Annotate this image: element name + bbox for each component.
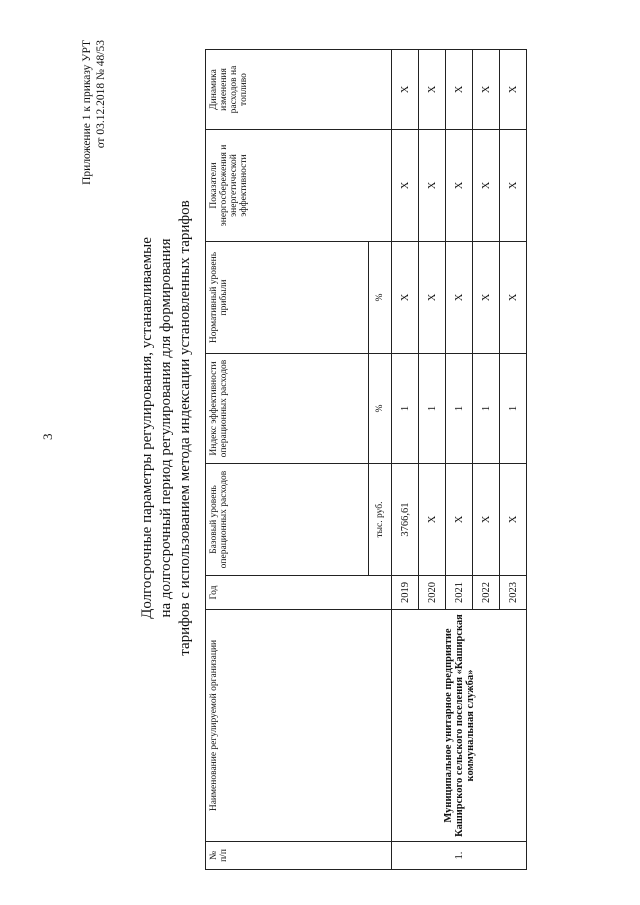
- cell-profit: Х: [473, 242, 500, 354]
- cell-fuel: Х: [392, 50, 419, 130]
- cell-base: Х: [500, 464, 527, 576]
- cell-index: 1: [446, 354, 473, 464]
- cell-year: 2019: [392, 576, 419, 610]
- cell-profit: Х: [419, 242, 446, 354]
- unit-base: тыс. руб.: [368, 464, 392, 576]
- cell-year: 2022: [473, 576, 500, 610]
- title-line-3: тарифов с использованием метода индексации установленных тарифов: [177, 200, 193, 656]
- header-index: Индекс эффективности операционных расходов: [206, 354, 369, 464]
- header-base: Базовый уровень операционных расходов: [206, 464, 369, 576]
- annex-line-2: от 03.12.2018 № 48/53: [95, 40, 107, 149]
- unit-profit: %: [368, 242, 392, 354]
- cell-index: 1: [473, 354, 500, 464]
- title-line-1: Долгосрочные параметры регулирования, устанавливаемые: [139, 237, 155, 619]
- cell-base: Х: [419, 464, 446, 576]
- cell-index: 1: [392, 354, 419, 464]
- header-org: Наименование регулируемой организации: [206, 610, 392, 842]
- title-line-2: на долгосрочный период регулирования для формирования: [158, 238, 174, 618]
- parameters-table-wrapper: [205, 50, 527, 870]
- cell-base: 3766,61: [392, 464, 419, 576]
- parameters-table: [205, 49, 527, 870]
- org-name: Муниципальное унитарное предприятие Каширского сельского поселения «Каширская коммунальная служба»: [392, 610, 527, 842]
- cell-base: Х: [473, 464, 500, 576]
- org-number: 1.: [392, 842, 527, 870]
- header-year: Год: [206, 576, 392, 610]
- cell-fuel: Х: [473, 50, 500, 130]
- cell-profit: Х: [446, 242, 473, 354]
- cell-energy: Х: [446, 130, 473, 242]
- annex-note: [80, 40, 108, 200]
- unit-index: %: [368, 354, 392, 464]
- document-title: [138, 198, 195, 658]
- cell-index: 1: [500, 354, 527, 464]
- cell-index: 1: [419, 354, 446, 464]
- page-number: 3: [40, 433, 55, 440]
- cell-energy: Х: [473, 130, 500, 242]
- table-row: [392, 50, 419, 870]
- cell-year: 2020: [419, 576, 446, 610]
- cell-profit: Х: [500, 242, 527, 354]
- cell-profit: Х: [392, 242, 419, 354]
- cell-fuel: Х: [500, 50, 527, 130]
- table-header-row: [206, 50, 369, 870]
- cell-fuel: Х: [446, 50, 473, 130]
- header-num: № п/п: [206, 842, 392, 870]
- cell-year: 2021: [446, 576, 473, 610]
- cell-energy: Х: [500, 130, 527, 242]
- cell-energy: Х: [392, 130, 419, 242]
- header-profit: Нормативный уровень прибыли: [206, 242, 369, 354]
- header-energy: Показатели энергосбережения и энергетической эффективности: [206, 130, 392, 242]
- cell-base: Х: [446, 464, 473, 576]
- cell-energy: Х: [419, 130, 446, 242]
- cell-year: 2023: [500, 576, 527, 610]
- header-fuel: Динамика изменения расходов на топливо: [206, 50, 392, 130]
- cell-fuel: Х: [419, 50, 446, 130]
- annex-line-1: Приложение 1 к приказу УРТ: [81, 40, 93, 185]
